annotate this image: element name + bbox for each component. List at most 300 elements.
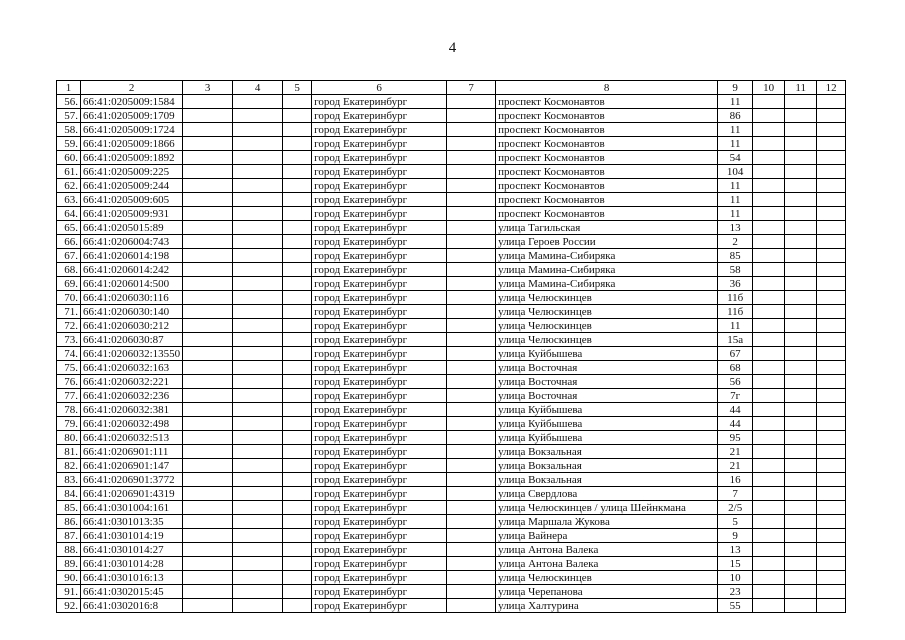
city-cell: город Екатеринбург <box>312 95 447 109</box>
col-7-cell <box>447 95 496 109</box>
col-12-cell <box>817 529 846 543</box>
house-number-cell: 21 <box>718 459 753 473</box>
cadastral-number-cell: 66:41:0206014:500 <box>81 277 183 291</box>
row-number-cell: 61. <box>57 165 81 179</box>
house-number-cell: 95 <box>718 431 753 445</box>
house-number-cell: 44 <box>718 403 753 417</box>
col-11-cell <box>785 389 817 403</box>
city-cell: город Екатеринбург <box>312 557 447 571</box>
col-4-cell <box>233 459 283 473</box>
col-5-cell <box>283 529 312 543</box>
street-cell: улица Халтурина <box>496 599 718 613</box>
col-11-cell <box>785 235 817 249</box>
col-7-cell <box>447 319 496 333</box>
col-5-cell <box>283 291 312 305</box>
col-4-cell <box>233 529 283 543</box>
row-number-cell: 72. <box>57 319 81 333</box>
col-4-cell <box>233 403 283 417</box>
col-7-cell <box>447 193 496 207</box>
street-cell: улица Мамина-Сибиряка <box>496 277 718 291</box>
cadastral-number-cell: 66:41:0301004:161 <box>81 501 183 515</box>
col-10-cell <box>753 193 785 207</box>
row-number-cell: 56. <box>57 95 81 109</box>
col-3-cell <box>183 515 233 529</box>
col-10-cell <box>753 585 785 599</box>
col-3-cell <box>183 207 233 221</box>
house-number-cell: 10 <box>718 571 753 585</box>
table-row <box>57 207 846 221</box>
table-row <box>57 501 846 515</box>
city-cell: город Екатеринбург <box>312 473 447 487</box>
col-7-cell <box>447 137 496 151</box>
row-number-cell: 89. <box>57 557 81 571</box>
street-cell: улица Черепанова <box>496 585 718 599</box>
col-11-cell <box>785 529 817 543</box>
street-cell: проспект Космонавтов <box>496 165 718 179</box>
col-11-cell <box>785 249 817 263</box>
col-3-cell <box>183 319 233 333</box>
address-table <box>56 80 846 613</box>
col-11-cell <box>785 571 817 585</box>
city-cell: город Екатеринбург <box>312 487 447 501</box>
col-10-cell <box>753 501 785 515</box>
city-cell: город Екатеринбург <box>312 431 447 445</box>
house-number-cell: 11 <box>718 193 753 207</box>
house-number-cell: 11 <box>718 319 753 333</box>
street-cell: улица Тагильская <box>496 221 718 235</box>
col-5-cell <box>283 179 312 193</box>
row-number-cell: 60. <box>57 151 81 165</box>
col-5-cell <box>283 459 312 473</box>
col-12-cell <box>817 557 846 571</box>
table-row <box>57 291 846 305</box>
row-number-cell: 85. <box>57 501 81 515</box>
col-10-cell <box>753 487 785 501</box>
col-7-cell <box>447 487 496 501</box>
col-12-cell <box>817 263 846 277</box>
col-4-cell <box>233 277 283 291</box>
city-cell: город Екатеринбург <box>312 123 447 137</box>
col-7-cell <box>447 291 496 305</box>
cadastral-number-cell: 66:41:0205009:1892 <box>81 151 183 165</box>
row-number-cell: 73. <box>57 333 81 347</box>
col-12-cell <box>817 571 846 585</box>
street-cell: улица Вокзальная <box>496 445 718 459</box>
street-cell: улица Антона Валека <box>496 557 718 571</box>
row-number-cell: 71. <box>57 305 81 319</box>
row-number-cell: 66. <box>57 235 81 249</box>
street-cell: улица Челюскинцев <box>496 333 718 347</box>
col-7-cell <box>447 515 496 529</box>
street-cell: улица Героев России <box>496 235 718 249</box>
row-number-cell: 91. <box>57 585 81 599</box>
col-5-cell <box>283 543 312 557</box>
house-number-cell: 11 <box>718 179 753 193</box>
col-7-cell <box>447 249 496 263</box>
cadastral-number-cell: 66:41:0301014:19 <box>81 529 183 543</box>
row-number-cell: 69. <box>57 277 81 291</box>
col-3-cell <box>183 375 233 389</box>
col-10-cell <box>753 571 785 585</box>
col-12-cell <box>817 333 846 347</box>
street-cell: проспект Космонавтов <box>496 109 718 123</box>
street-cell: улица Восточная <box>496 389 718 403</box>
street-cell: улица Челюскинцев / улица Шейнкмана <box>496 501 718 515</box>
col-5-cell <box>283 417 312 431</box>
city-cell: город Екатеринбург <box>312 221 447 235</box>
col-10-cell <box>753 473 785 487</box>
col-5-cell <box>283 277 312 291</box>
col-3-cell <box>183 95 233 109</box>
cadastral-number-cell: 66:41:0206030:87 <box>81 333 183 347</box>
table-row <box>57 109 846 123</box>
col-3-cell <box>183 263 233 277</box>
col-5-cell <box>283 361 312 375</box>
col-4-cell <box>233 319 283 333</box>
col-12-cell <box>817 431 846 445</box>
city-cell: город Екатеринбург <box>312 571 447 585</box>
city-cell: город Екатеринбург <box>312 137 447 151</box>
city-cell: город Екатеринбург <box>312 347 447 361</box>
col-7-cell <box>447 109 496 123</box>
col-10-cell <box>753 417 785 431</box>
table-row <box>57 445 846 459</box>
column-header-4: 4 <box>233 81 283 95</box>
col-3-cell <box>183 473 233 487</box>
col-11-cell <box>785 277 817 291</box>
cadastral-number-cell: 66:41:0205009:225 <box>81 165 183 179</box>
house-number-cell: 36 <box>718 277 753 291</box>
col-11-cell <box>785 137 817 151</box>
col-12-cell <box>817 305 846 319</box>
table-row <box>57 319 846 333</box>
house-number-cell: 11б <box>718 305 753 319</box>
col-11-cell <box>785 585 817 599</box>
col-5-cell <box>283 431 312 445</box>
col-5-cell <box>283 487 312 501</box>
house-number-cell: 54 <box>718 151 753 165</box>
row-number-cell: 84. <box>57 487 81 501</box>
col-12-cell <box>817 235 846 249</box>
row-number-cell: 82. <box>57 459 81 473</box>
table-row <box>57 557 846 571</box>
col-11-cell <box>785 347 817 361</box>
col-10-cell <box>753 123 785 137</box>
col-4-cell <box>233 347 283 361</box>
column-header-2: 2 <box>81 81 183 95</box>
col-7-cell <box>447 431 496 445</box>
table-row <box>57 235 846 249</box>
col-4-cell <box>233 109 283 123</box>
col-11-cell <box>785 151 817 165</box>
col-10-cell <box>753 389 785 403</box>
col-4-cell <box>233 291 283 305</box>
col-7-cell <box>447 585 496 599</box>
table-row <box>57 137 846 151</box>
city-cell: город Екатеринбург <box>312 277 447 291</box>
street-cell: улица Челюскинцев <box>496 319 718 333</box>
street-cell: улица Вокзальная <box>496 459 718 473</box>
house-number-cell: 13 <box>718 221 753 235</box>
cadastral-number-cell: 66:41:0301016:13 <box>81 571 183 585</box>
col-10-cell <box>753 403 785 417</box>
house-number-cell: 13 <box>718 543 753 557</box>
table-row <box>57 529 846 543</box>
city-cell: город Екатеринбург <box>312 263 447 277</box>
city-cell: город Екатеринбург <box>312 207 447 221</box>
col-4-cell <box>233 137 283 151</box>
col-5-cell <box>283 235 312 249</box>
col-10-cell <box>753 151 785 165</box>
col-4-cell <box>233 333 283 347</box>
col-11-cell <box>785 193 817 207</box>
col-5-cell <box>283 221 312 235</box>
table-row <box>57 361 846 375</box>
col-3-cell <box>183 403 233 417</box>
col-3-cell <box>183 179 233 193</box>
city-cell: город Екатеринбург <box>312 249 447 263</box>
street-cell: улица Куйбышева <box>496 431 718 445</box>
cadastral-number-cell: 66:41:0206032:513 <box>81 431 183 445</box>
col-12-cell <box>817 585 846 599</box>
house-number-cell: 68 <box>718 361 753 375</box>
col-10-cell <box>753 165 785 179</box>
city-cell: город Екатеринбург <box>312 291 447 305</box>
col-11-cell <box>785 361 817 375</box>
house-number-cell: 15 <box>718 557 753 571</box>
cadastral-number-cell: 66:41:0206030:212 <box>81 319 183 333</box>
city-cell: город Екатеринбург <box>312 459 447 473</box>
street-cell: улица Куйбышева <box>496 347 718 361</box>
col-11-cell <box>785 459 817 473</box>
col-5-cell <box>283 347 312 361</box>
col-3-cell <box>183 529 233 543</box>
col-11-cell <box>785 263 817 277</box>
col-4-cell <box>233 151 283 165</box>
col-10-cell <box>753 319 785 333</box>
col-12-cell <box>817 599 846 613</box>
col-12-cell <box>817 417 846 431</box>
col-4-cell <box>233 599 283 613</box>
table-body <box>57 95 846 613</box>
col-4-cell <box>233 585 283 599</box>
col-4-cell <box>233 193 283 207</box>
row-number-cell: 78. <box>57 403 81 417</box>
col-3-cell <box>183 459 233 473</box>
col-3-cell <box>183 305 233 319</box>
col-5-cell <box>283 557 312 571</box>
city-cell: город Екатеринбург <box>312 109 447 123</box>
house-number-cell: 5 <box>718 515 753 529</box>
cadastral-number-cell: 66:41:0301014:28 <box>81 557 183 571</box>
col-5-cell <box>283 123 312 137</box>
col-12-cell <box>817 207 846 221</box>
col-10-cell <box>753 333 785 347</box>
col-4-cell <box>233 221 283 235</box>
city-cell: город Екатеринбург <box>312 375 447 389</box>
col-7-cell <box>447 207 496 221</box>
col-5-cell <box>283 95 312 109</box>
col-4-cell <box>233 473 283 487</box>
col-10-cell <box>753 361 785 375</box>
street-cell: улица Челюскинцев <box>496 291 718 305</box>
col-3-cell <box>183 291 233 305</box>
col-10-cell <box>753 277 785 291</box>
street-cell: проспект Космонавтов <box>496 151 718 165</box>
city-cell: город Екатеринбург <box>312 151 447 165</box>
house-number-cell: 86 <box>718 109 753 123</box>
table-row <box>57 431 846 445</box>
row-number-cell: 80. <box>57 431 81 445</box>
col-3-cell <box>183 431 233 445</box>
table-row <box>57 473 846 487</box>
col-5-cell <box>283 263 312 277</box>
row-number-cell: 83. <box>57 473 81 487</box>
col-5-cell <box>283 515 312 529</box>
col-4-cell <box>233 165 283 179</box>
table-row <box>57 123 846 137</box>
cadastral-number-cell: 66:41:0205009:605 <box>81 193 183 207</box>
col-5-cell <box>283 501 312 515</box>
col-5-cell <box>283 599 312 613</box>
col-10-cell <box>753 263 785 277</box>
street-cell: проспект Космонавтов <box>496 95 718 109</box>
column-header-12: 12 <box>817 81 846 95</box>
col-3-cell <box>183 557 233 571</box>
col-7-cell <box>447 123 496 137</box>
col-3-cell <box>183 123 233 137</box>
col-11-cell <box>785 179 817 193</box>
col-4-cell <box>233 571 283 585</box>
house-number-cell: 85 <box>718 249 753 263</box>
col-11-cell <box>785 333 817 347</box>
house-number-cell: 11 <box>718 95 753 109</box>
col-10-cell <box>753 515 785 529</box>
col-4-cell <box>233 249 283 263</box>
col-5-cell <box>283 585 312 599</box>
col-12-cell <box>817 277 846 291</box>
row-number-cell: 57. <box>57 109 81 123</box>
street-cell: проспект Космонавтов <box>496 179 718 193</box>
col-7-cell <box>447 333 496 347</box>
col-11-cell <box>785 543 817 557</box>
table-row <box>57 599 846 613</box>
city-cell: город Екатеринбург <box>312 165 447 179</box>
row-number-cell: 64. <box>57 207 81 221</box>
cadastral-number-cell: 66:41:0206901:4319 <box>81 487 183 501</box>
row-number-cell: 75. <box>57 361 81 375</box>
col-12-cell <box>817 319 846 333</box>
street-cell: улица Мамина-Сибиряка <box>496 263 718 277</box>
cadastral-number-cell: 66:41:0205009:1724 <box>81 123 183 137</box>
city-cell: город Екатеринбург <box>312 529 447 543</box>
col-12-cell <box>817 137 846 151</box>
cadastral-number-cell: 66:41:0206032:13550 <box>81 347 183 361</box>
table-row <box>57 95 846 109</box>
row-number-cell: 77. <box>57 389 81 403</box>
house-number-cell: 11 <box>718 137 753 151</box>
table-row <box>57 487 846 501</box>
col-3-cell <box>183 417 233 431</box>
col-12-cell <box>817 515 846 529</box>
house-number-cell: 67 <box>718 347 753 361</box>
col-3-cell <box>183 235 233 249</box>
city-cell: город Екатеринбург <box>312 193 447 207</box>
row-number-cell: 87. <box>57 529 81 543</box>
cadastral-number-cell: 66:41:0206032:381 <box>81 403 183 417</box>
col-3-cell <box>183 165 233 179</box>
street-cell: проспект Космонавтов <box>496 207 718 221</box>
column-header-1: 1 <box>57 81 81 95</box>
house-number-cell: 16 <box>718 473 753 487</box>
row-number-cell: 92. <box>57 599 81 613</box>
row-number-cell: 76. <box>57 375 81 389</box>
col-5-cell <box>283 389 312 403</box>
col-7-cell <box>447 179 496 193</box>
col-10-cell <box>753 375 785 389</box>
col-12-cell <box>817 221 846 235</box>
col-10-cell <box>753 529 785 543</box>
col-3-cell <box>183 221 233 235</box>
col-11-cell <box>785 95 817 109</box>
street-cell: улица Куйбышева <box>496 403 718 417</box>
column-header-10: 10 <box>753 81 785 95</box>
col-7-cell <box>447 221 496 235</box>
col-11-cell <box>785 445 817 459</box>
table-row <box>57 221 846 235</box>
col-7-cell <box>447 543 496 557</box>
col-11-cell <box>785 473 817 487</box>
col-7-cell <box>447 235 496 249</box>
col-3-cell <box>183 445 233 459</box>
city-cell: город Екатеринбург <box>312 501 447 515</box>
col-4-cell <box>233 375 283 389</box>
col-3-cell <box>183 487 233 501</box>
city-cell: город Екатеринбург <box>312 389 447 403</box>
table-row <box>57 543 846 557</box>
col-3-cell <box>183 543 233 557</box>
col-4-cell <box>233 501 283 515</box>
column-header-5: 5 <box>283 81 312 95</box>
house-number-cell: 9 <box>718 529 753 543</box>
cadastral-number-cell: 66:41:0206030:116 <box>81 291 183 305</box>
column-header-7: 7 <box>447 81 496 95</box>
col-10-cell <box>753 305 785 319</box>
col-5-cell <box>283 109 312 123</box>
table-row <box>57 277 846 291</box>
column-header-9: 9 <box>718 81 753 95</box>
col-10-cell <box>753 109 785 123</box>
cadastral-number-cell: 66:41:0206901:111 <box>81 445 183 459</box>
col-10-cell <box>753 235 785 249</box>
cadastral-number-cell: 66:41:0301013:35 <box>81 515 183 529</box>
cadastral-number-cell: 66:41:0206014:242 <box>81 263 183 277</box>
col-7-cell <box>447 445 496 459</box>
col-7-cell <box>447 361 496 375</box>
col-12-cell <box>817 165 846 179</box>
city-cell: город Екатеринбург <box>312 319 447 333</box>
house-number-cell: 23 <box>718 585 753 599</box>
col-11-cell <box>785 487 817 501</box>
col-12-cell <box>817 375 846 389</box>
city-cell: город Екатеринбург <box>312 403 447 417</box>
house-number-cell: 11 <box>718 123 753 137</box>
col-11-cell <box>785 305 817 319</box>
col-7-cell <box>447 389 496 403</box>
city-cell: город Екатеринбург <box>312 235 447 249</box>
col-5-cell <box>283 403 312 417</box>
col-3-cell <box>183 249 233 263</box>
